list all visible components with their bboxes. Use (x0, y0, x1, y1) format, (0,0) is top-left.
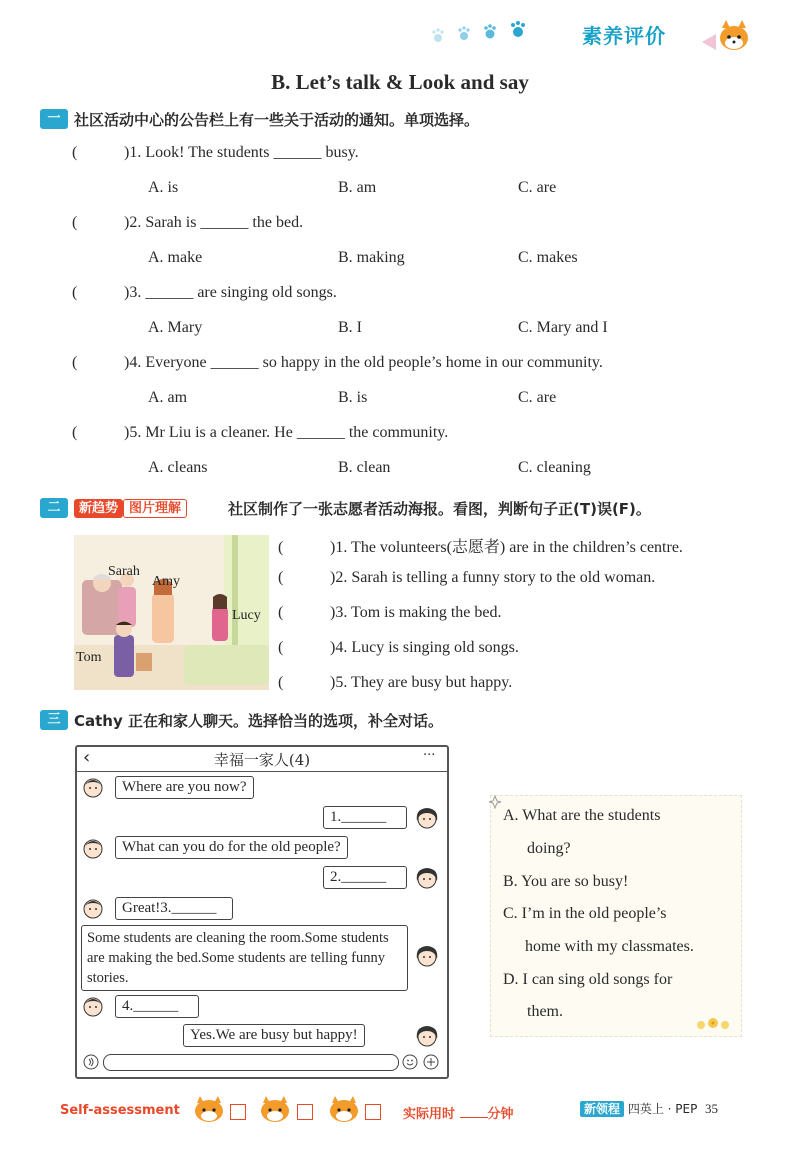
avatar-right-3 (413, 943, 441, 969)
chat-message-7: 4.______ (115, 995, 199, 1018)
question-5: ( )5. Mr Liu is a cleaner. He ______ the community. (72, 424, 449, 441)
time-used: 实际用时 分钟 (403, 1107, 514, 1122)
paw-prints-decoration (428, 18, 538, 48)
page-number: 35 (704, 1101, 718, 1116)
avatar-right-4 (413, 1023, 441, 1049)
section-1-title: 社区活动中心的公告栏上有一些关于活动的通知。单项选择。 (74, 111, 480, 129)
statement-5: ( )5. They are busy but happy. (278, 674, 513, 691)
q3-option-a: A. Mary (148, 319, 203, 336)
q3-option-c: C. Mary and I (518, 319, 608, 336)
statement-2: ( )2. Sarah is telling a funny story to the old woman. (278, 569, 656, 586)
option-d-line2: them. (527, 1003, 563, 1020)
footer-brand (580, 1100, 718, 1117)
fox-face-icon (327, 1095, 361, 1125)
chat-message-4: 2.______ (323, 866, 407, 889)
q2-option-b: B. making (338, 249, 405, 266)
chat-header (77, 747, 447, 772)
new-trend-tag: 新趋势 (74, 499, 123, 518)
chat-message-6: Some students are cleaning the room.Some students are making the bed.Some students are telling funny stories. (81, 925, 408, 991)
fox-face-icon (258, 1095, 292, 1125)
option-b: B. You are so busy! (503, 873, 629, 890)
question-3: ( )3. ______ are singing old songs. (72, 284, 337, 301)
picture-understanding-tag: 图片理解 (123, 499, 187, 518)
label-tom: Tom (76, 650, 102, 665)
brand-logo: 新领程 (580, 1101, 624, 1117)
q5-option-a: A. cleans (148, 459, 208, 476)
emoji-icon[interactable] (402, 1054, 418, 1070)
avatar-left-1 (79, 774, 107, 800)
q3-option-b: B. I (338, 319, 362, 336)
avatar-left-4 (79, 993, 107, 1019)
chat-message-2: 1.______ (323, 806, 407, 829)
option-c-line1: C. I’m in the old people’s (503, 905, 667, 922)
chat-message-8: Yes.We are busy but happy! (183, 1024, 365, 1047)
q4-option-c: C. are (518, 389, 557, 406)
avatar-left-2 (79, 835, 107, 861)
avatar-left-3 (79, 895, 107, 921)
label-sarah: Sarah (108, 564, 140, 579)
q2-option-c: C. makes (518, 249, 578, 266)
add-icon[interactable] (423, 1054, 439, 1070)
sparkle-icon (488, 795, 502, 809)
option-a-line2: doing? (527, 840, 571, 857)
assessment-checkbox-2[interactable] (297, 1104, 313, 1120)
question-2: ( )2. Sarah is ______ the bed. (72, 214, 304, 231)
q5-option-b: B. clean (338, 459, 391, 476)
question-1: ( )1. Look! The students ______ busy. (72, 144, 359, 161)
q1-option-b: B. am (338, 179, 377, 196)
time-blank[interactable] (460, 1117, 488, 1118)
section-2-title: 社区制作了一张志愿者活动海报。看图，判断句子正(T)误(F)。 (228, 500, 651, 518)
chat-title: 幸福一家人(4) (213, 751, 311, 769)
option-d-line1: D. I can sing old songs for (503, 971, 673, 988)
q5-option-c: C. cleaning (518, 459, 591, 476)
evaluation-title: 素养评价 (582, 24, 666, 48)
chat-message-1: Where are you now? (115, 776, 254, 799)
q4-option-b: B. is (338, 389, 368, 406)
fox-face-icon (192, 1095, 226, 1125)
more-icon[interactable]: ··· (423, 748, 436, 763)
question-4: ( )4. Everyone ______ so happy in the old people’s home in our community. (72, 354, 603, 371)
assessment-checkbox-1[interactable] (230, 1104, 246, 1120)
section-3-title: Cathy 正在和家人聊天。选择恰当的选项，补全对话。 (74, 712, 443, 730)
chat-window (75, 745, 449, 1079)
page-title: B. Let’s talk & Look and say (271, 70, 529, 94)
q1-option-a: A. is (148, 179, 179, 196)
statement-4: ( )4. Lucy is singing old songs. (278, 639, 519, 656)
self-assessment-label: Self-assessment (60, 1103, 180, 1118)
option-a-line1: A. What are the students (503, 807, 661, 824)
q1-option-c: C. are (518, 179, 557, 196)
back-icon[interactable]: ‹ (83, 747, 91, 768)
book-info: 四英上 · PEP (627, 1102, 698, 1116)
q4-option-a: A. am (148, 389, 188, 406)
section-3-badge: 三 (40, 710, 68, 730)
section-2-tags (74, 497, 187, 516)
option-c-line2: home with my classmates. (525, 938, 694, 955)
statement-1: ( )1. The volunteers(志愿者) are in the children’s centre. (278, 539, 683, 556)
label-lucy: Lucy (232, 608, 261, 623)
avatar-right-2 (413, 865, 441, 891)
section-1-badge: 一 (40, 109, 68, 129)
voice-icon[interactable] (83, 1054, 99, 1070)
statement-3: ( )3. Tom is making the bed. (278, 604, 502, 621)
assessment-checkbox-3[interactable] (365, 1104, 381, 1120)
chat-message-3: What can you do for the old people? (115, 836, 348, 859)
avatar-right-1 (413, 805, 441, 831)
fox-mascot-icon (700, 18, 750, 58)
message-input[interactable] (103, 1054, 399, 1071)
section-2-badge: 二 (40, 498, 68, 518)
chat-message-5: Great!3.______ (115, 897, 233, 920)
q2-option-a: A. make (148, 249, 203, 266)
volunteer-scene-illustration (74, 535, 269, 690)
flowers-decoration (693, 1015, 733, 1033)
label-amy: Amy (152, 574, 180, 589)
